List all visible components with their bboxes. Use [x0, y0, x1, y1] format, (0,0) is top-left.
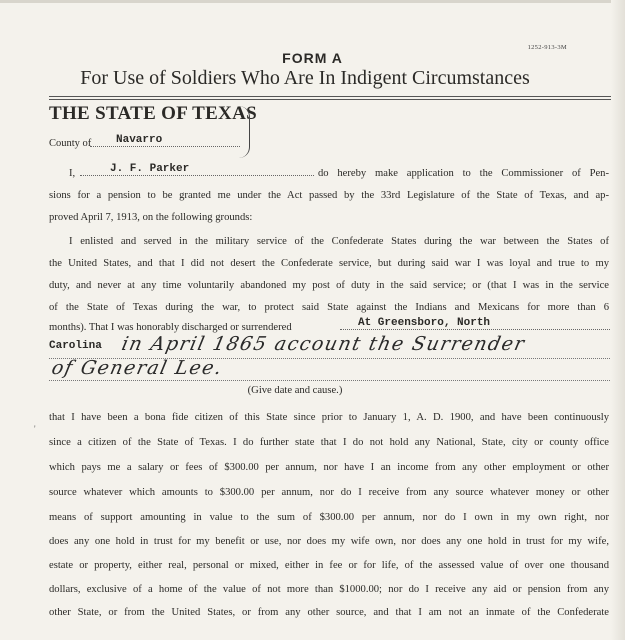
- give-date-instruction: (Give date and cause.): [247, 385, 343, 396]
- body-line-8: dollars, exclusive of a home of the value of not more than $1000.00; nor do I receive any aid or pension from any: [49, 584, 609, 595]
- intro-line-1: sions for a pension to be granted me under the Act passed by the 33rd Legislature of the State of Texas, and ap-: [49, 190, 609, 201]
- intro-line-2: proved April 7, 1913, on the following grounds:: [49, 212, 253, 223]
- body-line-4: source whatever which amounts to $300.00 per annum, nor do I receive from any source whatever money or other: [49, 487, 609, 498]
- discharge-place-field[interactable]: [340, 317, 610, 330]
- body-line-9: other State, or from the United States, or from any other source, and that I am not an inmate of the Confederate: [49, 607, 609, 618]
- applicant-name-field[interactable]: J. F. Parker: [80, 163, 314, 176]
- service-line-2: the United States, and that I did not desert the Confederate service, but during said war I was loyal and true to my: [49, 258, 609, 269]
- discharge-place-typed: At Greensboro, North: [358, 317, 491, 329]
- form-subtitle: For Use of Soldiers Who Are In Indigent Circumstances: [80, 67, 530, 89]
- margin-mark: ': [34, 424, 36, 434]
- service-line-3: duty, and never at any time voluntarily abandoned my post of duty in the said service; or (that I was in the service: [49, 280, 609, 291]
- discharge-line-3-rule: [49, 380, 610, 381]
- header-rule-bottom: [49, 99, 611, 100]
- service-line-1: I enlisted and served in the military service of the Confederate States during the war between the States of: [69, 236, 609, 247]
- county-field[interactable]: Navarro: [90, 134, 240, 147]
- county-brace: [239, 106, 250, 158]
- page-shadow: [611, 0, 625, 640]
- body-line-7: estate or property, either real, personal or mixed, either in fee or for life, of the assessed value of over one thousand: [49, 560, 609, 571]
- header-rule-top: [49, 96, 611, 97]
- body-line-1: that I have been a bona fide citizen of this State since prior to January 1, A. D. 1900, and have been continuously: [49, 412, 609, 423]
- body-line-5: means of support amounting in value to the sum of $300.00 per annum, nor do I own in my own right, nor: [49, 512, 609, 523]
- state-title: THE STATE OF TEXAS: [49, 103, 257, 124]
- applicant-statement: do hereby make application to the Commissioner of Pen-: [318, 168, 609, 179]
- handwritten-discharge-line-2: of General Lee.: [49, 357, 225, 379]
- body-line-3: which pays me a salary or fees of $300.00 per annum, nor have I an income from any other employment or other: [49, 462, 609, 473]
- discharge-prefix: months). That I was honorably discharged or surrendered: [49, 322, 292, 333]
- form-number: 1252-913-3M: [527, 44, 567, 51]
- body-line-2: since a citizen of the State of Texas. I do further state that I do not hold any National, State, city or county office: [49, 437, 609, 448]
- form-title: FORM A: [282, 50, 343, 66]
- body-line-6: does any one hold in trust for my benefit or use, nor does my wife own, nor does any one hold in trust for my wife,: [49, 536, 609, 547]
- page-edge: [0, 0, 625, 3]
- service-line-4: of the State of Texas during the war, to protect said State against the Indians and Mexicans for more than 6: [49, 302, 609, 313]
- handwritten-discharge-line-1: in April 1865 account the Surrender: [119, 333, 528, 355]
- discharge-place-typed-2: Carolina: [49, 340, 102, 352]
- county-label: County of: [49, 138, 92, 149]
- applicant-prefix: I,: [69, 168, 76, 179]
